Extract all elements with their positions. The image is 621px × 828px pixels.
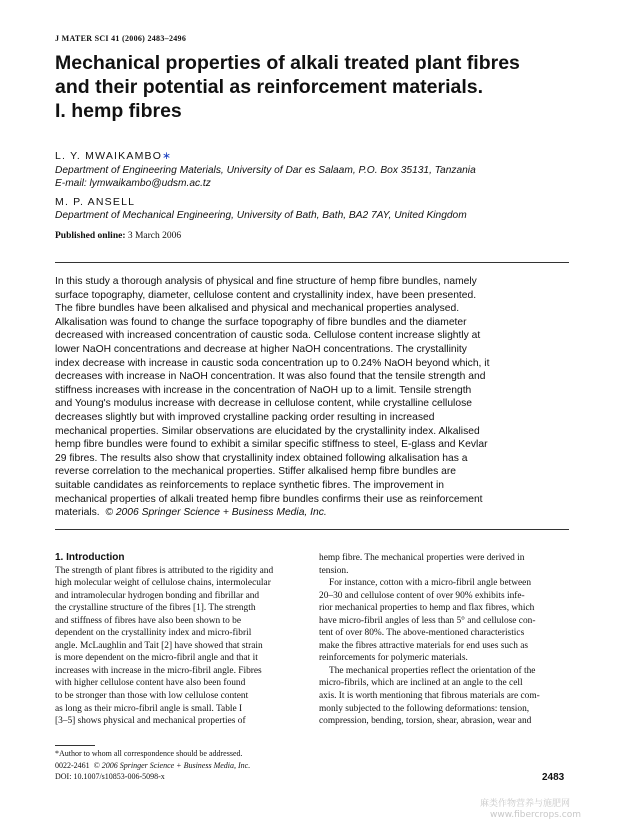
body-line: increases with increase in the micro-fibril angle. Fibres: [55, 665, 262, 676]
published-label: Published online:: [55, 231, 126, 241]
correspondence-footnote: *Author to whom all correspondence should be addressed.: [55, 749, 243, 758]
abstract-line: index decrease with increase in caustic soda concentration up to 0.24% NaOH beyond which, it: [55, 357, 490, 369]
abstract-line: suitable candidates as reinforcements to replace synthetic fibres. The improvement in: [55, 479, 444, 491]
title-line: and their potential as reinforcement materials.: [55, 76, 484, 98]
abstract-line: surface topography, diameter, cellulose content and crystallinity index, have been presented.: [55, 289, 477, 301]
author-1-name: L. Y. MWAIKAMBO: [55, 150, 163, 162]
abstract-last-text: materials.: [55, 507, 100, 519]
journal-header: J MATER SCI 41 (2006) 2483–2496: [55, 34, 187, 43]
author-1-affiliation: Department of Engineering Materials, University of Dar es Salaam, P.O. Box 35131, Tanzania: [55, 165, 476, 176]
abstract-line: reverse correlation to the mechanical properties. Stiffer alkalised hemp fibre bundles are: [55, 466, 457, 478]
abstract-line: stiffness increases with increase in the concentration of NaOH up to a limit. Tensile strength: [55, 384, 472, 396]
body-line: with higher cellulose content have also been found: [55, 678, 246, 689]
body-line: rior mechanical properties to hemp and flax fibres, which: [319, 603, 535, 614]
body-line: The strength of plant fibres is attributed to the rigidity and: [55, 565, 274, 576]
body-line: reinforcements for polymeric materials.: [319, 653, 468, 664]
abstract-line: mechanical properties of alkali treated hemp fibre bundles confirms their use as reinforcement: [55, 493, 483, 505]
body-line: as long as their micro-fibril angle is small. Table I: [55, 703, 243, 714]
abstract-line: and Young's modulus increase with decrease in cellulose content, while crystalline cellulose: [55, 398, 472, 410]
body-line: high molecular weight of cellulose chains, intermolecular: [55, 578, 271, 589]
body-line: the crystalline structure of the fibres [1]. The strength: [55, 603, 256, 614]
body-line: hemp fibre. The mechanical properties were derived in: [319, 553, 525, 563]
author-2-affiliation: Department of Mechanical Engineering, University of Bath, Bath, BA2 7AY, United Kingdom: [55, 210, 467, 221]
body-line: angle. McLaughlin and Tait [2] have showed that strain: [55, 640, 263, 651]
title-line: I. hemp fibres: [55, 100, 182, 122]
abstract-line: Alkalisation was found to change the surface topography of fibre bundles and the diameter: [55, 316, 467, 328]
abstract-line: 29 fibres. The results also show that crystallinity index obtained following alkalisation has a: [55, 452, 468, 464]
body-line: and intramolecular hydrogen bonding and fibrillar and: [55, 590, 260, 601]
author-1: [55, 150, 172, 162]
issn: 0022-2461: [55, 761, 90, 770]
abstract-line: decreases slightly but with improved crystalline packing order resulting in increased: [55, 411, 435, 423]
title-line: Mechanical properties of alkali treated plant fibres: [55, 52, 520, 74]
body-line: axis. It is worth mentioning that fibrous materials are com-: [319, 691, 540, 702]
body-line: [3–5] shows physical and mechanical properties of: [55, 716, 246, 727]
issn-line: [55, 761, 250, 772]
watermark-cn: 麻类作物营养与施肥网: [480, 799, 571, 809]
doi[interactable]: DOI: 10.1007/s10853-006-5098-x: [55, 772, 165, 781]
body-line: and stiffness of fibres have also been shown to be: [55, 615, 241, 626]
footnote-rule: [55, 745, 95, 746]
body-line: have micro-fibril angles of less than 5° and cellulose con-: [319, 615, 536, 626]
body-line: 20–30 and cellulose content of over 90% exhibits infe-: [319, 590, 525, 601]
body-line: tension.: [319, 565, 349, 576]
body-line: is more dependent on the micro-fibril angle and that it: [55, 653, 258, 664]
abstract-copyright: © 2006 Springer Science + Business Media, Inc.: [105, 507, 327, 519]
abstract-line: decreased with increased concentration of caustic soda. Cellulose content increase slightly at: [55, 330, 481, 342]
abstract-bottom-rule: [55, 529, 569, 530]
author-1-email[interactable]: E-mail: lymwaikambo@udsm.ac.tz: [55, 178, 211, 189]
abstract: [55, 275, 569, 520]
abstract-line: lower NaOH concentrations and decrease at higher NaOH concentrations. The crystallinity: [55, 343, 467, 355]
footer-copyright: © 2006 Springer Science + Business Media, Inc.: [93, 761, 251, 770]
body-line: tent of over 80%. The above-mentioned characteristics: [319, 628, 525, 639]
author-2-name: M. P. ANSELL: [55, 196, 136, 208]
abstract-line: mechanical properties. Similar observations are elucidated by the crystallinity index. Alkalised: [55, 425, 480, 437]
column-right: [319, 552, 569, 728]
body-line: dependent on the crystallinity index and micro-fibril: [55, 628, 252, 639]
body-line: The mechanical properties reflect the orientation of the: [329, 665, 536, 676]
abstract-line: The fibre bundles have been alkalised and physical and mechanical properties analysed.: [55, 303, 460, 315]
column-left: [55, 552, 302, 728]
abstract-line: hemp fibre bundles were found to exhibit a similar specific stiffness to steel, E-glass and Kevlar: [55, 439, 488, 451]
abstract-line: decreases with increase in NaOH concentration. It was also found that the tensile strength and: [55, 371, 486, 383]
body-line: compression, bending, torsion, shear, abrasion, wear and: [319, 716, 532, 727]
page-number: 2483: [542, 772, 565, 783]
abstract-top-rule: [55, 262, 569, 263]
published-date: 3 March 2006: [127, 231, 182, 241]
abstract-last-line: [55, 506, 569, 520]
published-online: [55, 231, 181, 241]
article-title: [55, 51, 575, 123]
body-line: micro-fibrils, which are inclined at an angle to the cell: [319, 678, 523, 689]
watermark-url: www.fibercrops.com: [490, 810, 581, 820]
body-line: monly subjected to the following deformations: tension,: [319, 703, 530, 714]
body-line: make the fibres attractive materials for end uses such as: [319, 640, 529, 651]
abstract-line: In this study a thorough analysis of physical and fine structure of hemp fibre bundles, namely: [55, 276, 477, 287]
section-heading: 1. Introduction: [55, 552, 125, 563]
body-line: For instance, cotton with a micro-fibril angle between: [329, 578, 532, 589]
body-line: to be stronger than those with low cellulose content: [55, 691, 249, 702]
corresponding-marker[interactable]: ∗: [162, 150, 173, 162]
